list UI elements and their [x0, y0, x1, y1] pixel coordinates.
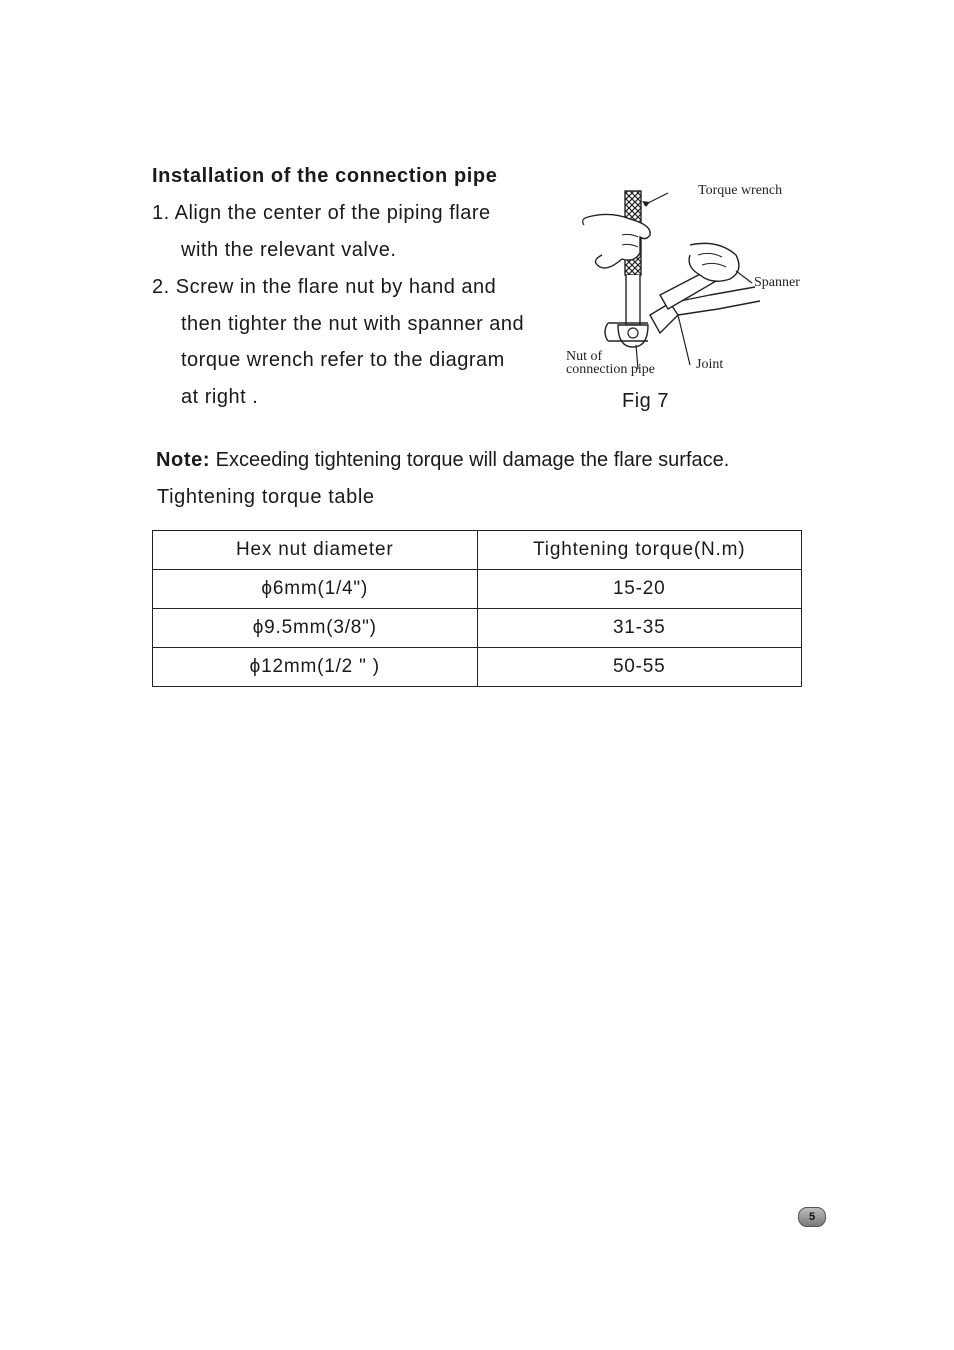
table-cell: ϕ9.5mm(3/8"): [153, 609, 478, 648]
label-torque-wrench: Torque wrench: [698, 183, 783, 198]
label-joint: Joint: [696, 357, 724, 372]
table-cell: 50-55: [477, 648, 802, 687]
table-cell: 15-20: [477, 570, 802, 609]
table-cell: ϕ6mm(1/4"): [153, 570, 478, 609]
table-row: [153, 648, 802, 687]
column-header: Tightening torque(N.m): [477, 531, 802, 570]
table-cell: 31-35: [477, 609, 802, 648]
page-number: 5: [798, 1207, 826, 1227]
step-2-line-3: torque wrench refer to the diagram: [181, 349, 505, 371]
table-row: [153, 570, 802, 609]
table-title: Tightening torque table: [157, 486, 375, 508]
table-header-row: [153, 531, 802, 570]
column-header: Hex nut diameter: [153, 531, 478, 570]
step-2-line-2: then tighter the nut with spanner and: [181, 313, 525, 335]
step-2-line-4: at right .: [181, 386, 259, 408]
section-heading: Installation of the connection pipe: [152, 165, 498, 187]
note-label: Note:: [156, 449, 211, 471]
table-row: [153, 609, 802, 648]
step-2-line-1: 2. Screw in the flare nut by hand and: [152, 276, 497, 298]
torque-table: [152, 530, 802, 687]
note: [156, 449, 729, 472]
label-nut-line-1: Nut of: [566, 349, 603, 364]
table-cell: ϕ12mm(1/2 " ): [153, 648, 478, 687]
label-nut-line-2: connection pipe: [566, 362, 656, 377]
label-spanner: Spanner: [754, 275, 800, 290]
step-1-line-1: 1. Align the center of the piping flare: [152, 202, 491, 224]
figure-caption: Fig 7: [622, 390, 669, 412]
step-1-line-2: with the relevant valve.: [181, 239, 397, 261]
note-text: Exceeding tightening torque will damage the flare surface.: [210, 449, 730, 471]
